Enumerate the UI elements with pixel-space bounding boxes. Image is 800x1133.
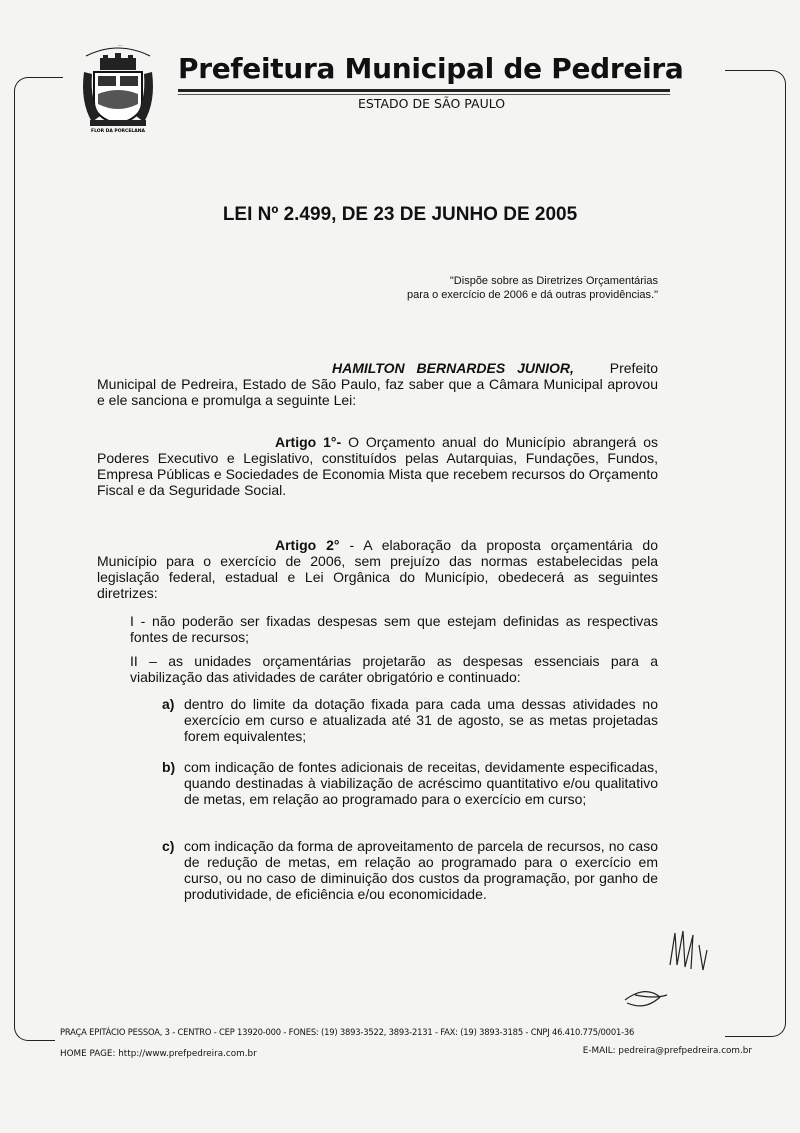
signature-mark [615,925,715,1015]
subitem-c [162,838,658,902]
intro-text: Prefeito Municipal de Pedreira, Estado de São Paulo, faz saber que a Câmara Municipal aprovou e ele sanciona e promulga a seguinte Lei: [97,360,659,408]
header-divider-thin [178,94,670,95]
subitem-text: com indicação da forma de aproveitamento de parcela de recursos, no caso de redução de metas, em relação ao programado para o exercício em curso, ou no caso de diminuição dos custos da programação, por ganho de produtividade, de eficiência e/ou economicidade. [184,838,658,902]
subitem-label: c) [162,838,175,854]
article-text: - A elaboração da proposta orçamentária do Município para o exercício de 2006, sem prejuízo das normas estabelecidas pela legislação federal, estadual e Lei Orgânica do Município, obedecerá as seguintes diretrizes: [97,537,658,601]
subitem-text: com indicação de fontes adicionais de receitas, devidamente especificadas, quando destinadas à viabilização de acréscimo quantitativo e/ou qualitativo de metas, em relação ao programado para o exercício em curso; [184,759,658,807]
logo-bottom-text: FLOR DA PORCELANA [91,129,145,134]
logo-top-text: PEDREIRA [118,46,124,47]
coat-of-arms-icon [78,42,158,138]
law-ementa [407,274,658,302]
article-2 [97,537,658,601]
header-divider [178,89,670,92]
page-frame-bottom-left [14,1020,55,1041]
intro-paragraph [97,360,658,408]
ementa-line: "Dispõe sobre as Diretrizes Orçamentárias [449,275,658,287]
subitem-b [162,759,658,807]
footer-email: E-MAIL: pedreira@prefpedreira.com.br [582,1046,752,1056]
subitem-label: b) [162,759,176,775]
mayor-name: HAMILTON BERNARDES JUNIOR, [332,360,574,376]
article-text: O Orçamento anual do Município abrangerá os Poderes Executivo e Legislativo, constituídos pelas Autarquias, Fundações, Fundos, Empresa Públicas e Sociedades de Economia Mista que recebem recursos do Orçamento Fiscal e da Seguridade Social. [97,434,658,498]
header-subtitle: ESTADO DE SÃO PAULO [358,96,506,111]
subitem-a [162,696,658,744]
article-label: Artigo 1°- [275,434,342,450]
ementa-line: para o exercício de 2006 e dá outras providências." [407,289,658,301]
item-i: I - não poderão ser fixadas despesas sem que estejam definidas as respectivas fontes de recursos; [130,613,658,645]
footer-address: PRAÇA EPITÁCIO PESSOA, 3 - CENTRO - CEP 13920-000 - FONES: (19) 3893-3522, 3893-2131 - FAX: (19) 3893-3185 - CNPJ 46.410.775/0001-36 [60,1027,635,1037]
subitem-text: dentro do limite da dotação fixada para cada uma dessas atividades no exercício em curso e atualizada até 31 de agosto, se as metas projetadas forem equivalentes; [184,696,658,744]
article-1 [97,434,658,498]
subitem-label: a) [162,696,175,712]
article-label: Artigo 2° [275,537,340,553]
law-title: LEI Nº 2.499, DE 23 DE JUNHO DE 2005 [222,204,578,225]
header-title: Prefeitura Municipal de Pedreira [178,52,684,85]
footer-homepage: HOME PAGE: http://www.prefpedreira.com.br [60,1049,257,1059]
item-ii: II – as unidades orçamentárias projetarão as despesas essenciais para a viabilização das atividades de caráter obrigatório e continuado: [130,653,658,685]
